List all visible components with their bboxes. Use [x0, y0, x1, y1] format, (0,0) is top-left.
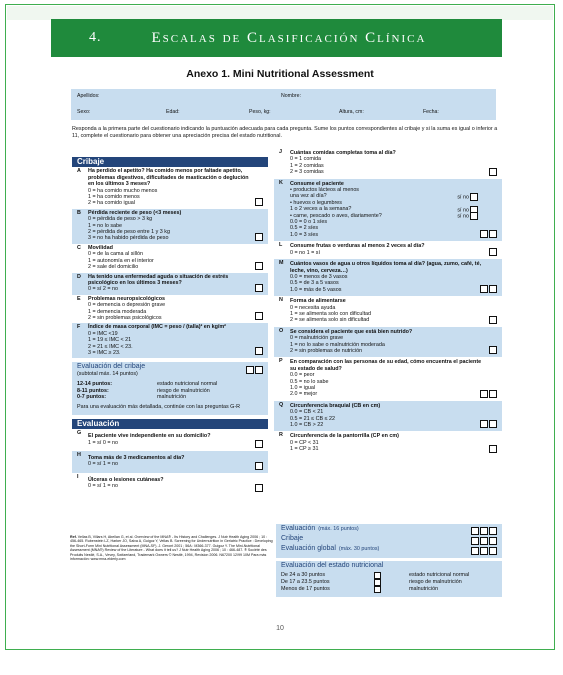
label-altura: Altura, cm: [339, 109, 364, 115]
question-text: Se considera el paciente que está bien nutrido? [290, 328, 413, 335]
question-letter: J [279, 149, 282, 155]
answer-option: 1.0 = igual [290, 385, 316, 391]
references [70, 535, 275, 561]
question-text: Toma más de 3 medicamentos al día? [88, 455, 185, 462]
cribaje-eval-title: Evaluación del cribaje [77, 363, 146, 371]
label-edad: Edad: [166, 109, 180, 115]
question-text: Movilidad [88, 244, 113, 251]
question-item [72, 209, 268, 244]
answer-option: 1 = no lo sabe o malnutrición moderada [290, 341, 385, 348]
answer-option: 1 = 19 ≤ IMC < 21 [88, 337, 132, 344]
answer-box[interactable] [255, 284, 263, 292]
question-item [274, 179, 502, 242]
status-label: riesgo de malnutrición [409, 579, 462, 586]
page-number: 10 [276, 625, 284, 632]
yes-no-label: sí no [457, 207, 469, 214]
answer-box[interactable] [480, 420, 488, 428]
question-item [72, 167, 268, 208]
yes-box[interactable] [470, 212, 478, 220]
top-band [7, 6, 553, 20]
question-item [274, 148, 502, 179]
question-text: El paciente vive independiente en su domicilio? [88, 433, 211, 440]
question-letter: M [279, 260, 284, 267]
answer-option: 2 = sin problemas de nutrición [290, 347, 363, 354]
answer-option: 3 = no ha habido pérdida de peso [88, 235, 169, 242]
answer-option: • productos lácteos al menos [290, 187, 360, 194]
label-apellidos: Apellidos: [77, 93, 100, 99]
answer-box[interactable] [489, 248, 497, 256]
cribaje-score-legend [77, 381, 263, 400]
answer-box[interactable] [489, 316, 497, 324]
answer-option: 1 = CP ≥ 31 [290, 446, 319, 453]
total-sub: (máx. 16 puntos) [318, 526, 359, 532]
answer-boxes [254, 233, 263, 241]
total-boxes [470, 547, 497, 555]
cribaje-eval-subtitle: (subtotal máx. 14 puntos) [77, 370, 138, 377]
answer-option: 1 = 2 comidas [290, 162, 324, 169]
total-row [281, 526, 497, 536]
question-text: Consume frutas o verduras al menos 2 veces al día? [290, 243, 425, 250]
question-letter: N [279, 297, 283, 304]
answer-option: 1.0 = más de 5 vasos [290, 286, 342, 293]
answer-option: 1 = demencia moderada [88, 308, 147, 315]
status-points: Menos de 17 puntos [281, 586, 330, 593]
answer-option: 1 = se alimenta solo con dificultad [290, 310, 372, 317]
label-fecha: Fecha: [423, 109, 439, 115]
answer-option: 0 = malnutrición grave [290, 335, 344, 342]
score-label: riesgo de malnutrición [157, 387, 210, 394]
answer-option: 0 = necesita ayuda [290, 304, 336, 311]
question-item [274, 357, 502, 400]
status-label: malnutrición [409, 586, 439, 593]
totals [276, 524, 502, 558]
answer-boxes [254, 440, 263, 448]
cribaje-questions [72, 167, 268, 358]
total-box[interactable] [489, 537, 497, 545]
right-column [274, 148, 502, 456]
nutritional-status [276, 561, 502, 597]
answer-option: 0 = CP < 31 [290, 439, 319, 446]
answer-box[interactable] [489, 445, 497, 453]
answer-box[interactable] [489, 346, 497, 354]
answer-box[interactable] [255, 233, 263, 241]
answer-option: • carne, pescado o aves, diariamente? [290, 212, 382, 219]
answer-option: 3 = IMC ≥ 23. [88, 349, 121, 356]
question-letter: E [77, 295, 81, 302]
score-box[interactable] [255, 366, 263, 374]
answer-box[interactable] [489, 420, 497, 428]
answer-option: 0 = pérdida de peso > 3 kg [88, 216, 153, 223]
question-letter: L [279, 242, 283, 249]
question-item [274, 259, 502, 296]
answer-box[interactable] [489, 285, 497, 293]
answer-option: 1 = sí 0 = no [88, 439, 118, 446]
score-row [77, 394, 263, 400]
total-box[interactable] [471, 537, 479, 545]
cribaje-note: Para una evaluación más detallada, continúe con las preguntas G-R [77, 404, 241, 411]
label-nombre: Nombre: [281, 93, 301, 99]
total-box[interactable] [489, 527, 497, 535]
answer-option: 1.0 = 3 síes [290, 231, 319, 238]
answer-boxes [254, 198, 263, 206]
answer-option: 0 = 1 comida [290, 156, 322, 163]
answer-box[interactable] [255, 312, 263, 320]
score-label: estado nutricional normal [157, 381, 218, 388]
answer-option: 0 = demencia o depresión grave [88, 302, 166, 309]
status-box[interactable] [374, 586, 381, 593]
answer-option: 0.5 = no lo sabe [290, 378, 329, 385]
answer-option: 0 = IMC <19 [88, 330, 118, 337]
yes-no-label: sí no [457, 213, 469, 220]
total-box[interactable] [489, 547, 497, 555]
question-item [274, 327, 502, 358]
nutritional-status-rows [281, 572, 497, 593]
answer-boxes [488, 316, 497, 324]
question-text: Pérdida reciente de peso (<3 meses) [88, 209, 182, 216]
answer-boxes [488, 346, 497, 354]
status-row [281, 586, 497, 593]
question-item [274, 241, 502, 259]
answer-option: 2 = ha comido igual [88, 200, 135, 207]
total-row [281, 546, 497, 556]
answer-option: 0.5 = de 3 a 5 vasos [290, 280, 339, 287]
answer-box[interactable] [255, 462, 263, 470]
answer-box[interactable] [255, 440, 263, 448]
answer-boxes [254, 312, 263, 320]
total-box[interactable] [471, 547, 479, 555]
answer-option: • huevos o legumbres [290, 199, 342, 206]
answer-boxes [479, 390, 497, 398]
answer-boxes [488, 248, 497, 256]
answer-option: 2 = sale del domicilio [88, 264, 139, 271]
question-text: Ha tenido una enfermedad aguda o situación de estrés psicológico en los últimos 3 meses? [88, 273, 229, 286]
answer-option: 0.5 = 21 ≤ CB ≤ 22 [290, 415, 336, 422]
answer-option: 0.0 = peor [290, 372, 315, 379]
answer-option: 0.5 = 2 síes [290, 225, 319, 232]
answer-boxes [254, 262, 263, 270]
score-points: 0-7 puntos: [77, 394, 107, 400]
question-item [72, 273, 268, 295]
answer-option: 1 = ha comido menos [88, 194, 140, 201]
question-letter: K [279, 179, 283, 186]
answer-option: 2 = sin problemas psicológicos [88, 314, 162, 321]
answer-box[interactable] [489, 168, 497, 176]
answer-option: 2 = se alimenta solo sin dificultad [290, 317, 370, 324]
question-item [72, 451, 268, 473]
evaluacion-questions [72, 429, 268, 494]
left-column [72, 157, 268, 495]
answer-boxes [254, 462, 263, 470]
references-text: Vellas B, Villars H, Abellan G, et al. Overview of the MNA® - Its History and Challenges. J Nutr Health Aging 2006 ; 10 : 456-465. Rubenstein LZ, Harker JO, Salva A, Guigoz Y, Vellas B. Screening for Undernutrition in Geriatric Practice : Developing the Short-Form Mini Nutritional Assessment (MNA-SF). J. Geront 2001 ; 56A : M366-377. Guigoz Y. The Mini-Nutritional Assessment (MNA®) Review of the Literature - What does it tell us? J Nutr Health Aging 2006 ; 10 : 466-487. ® Société des Produits Nestlé, S.A., Vevey, Switzerland, Trademark Owners © Nestlé, 1994, Revision 2006. N67200 12/99 10M Para más información: www.mna-elderly.com [70, 535, 273, 562]
answer-option: 0.0 = 0 o 1 síes [290, 219, 328, 226]
question-item [274, 401, 502, 432]
answer-option: 0 = sí 1 = no [88, 461, 118, 468]
question-letter: D [77, 273, 81, 280]
evaluacion-header: Evaluación [72, 419, 268, 429]
total-box[interactable] [480, 547, 488, 555]
answer-option: 1.0 = CB > 22 [290, 422, 324, 429]
total-boxes [470, 527, 497, 535]
question-text: Circunferencia braquial (CB en cm) [290, 402, 381, 409]
status-box[interactable] [374, 572, 381, 579]
label-sexo: Sexo: [77, 109, 91, 115]
answer-option: 2 = 3 comidas [290, 169, 324, 176]
chapter-banner [51, 19, 502, 57]
score-points: 12-14 puntos: [77, 381, 113, 388]
question-text: Úlceras o lesiones cutáneas? [88, 476, 164, 483]
answer-option: 0 = ha comido mucho menos [88, 187, 158, 194]
question-letter: G [77, 430, 82, 437]
question-text: Problemas neuropsicológicos [88, 295, 165, 302]
total-box[interactable] [480, 527, 488, 535]
answer-option: 2.0 = mejor [290, 391, 318, 398]
status-points: De 24 a 30 puntos [281, 572, 326, 579]
cribaje-evaluation [72, 362, 268, 414]
answer-option: 1 = no lo sabe [88, 222, 123, 229]
question-item [72, 473, 268, 495]
total-label: Evaluación [281, 525, 316, 532]
answer-box[interactable] [255, 262, 263, 270]
status-points: De 17 a 23.5 puntos [281, 579, 330, 586]
answer-box[interactable] [255, 347, 263, 355]
answer-option: 0 = de la cama al sillón [88, 251, 143, 258]
cribaje-score-boxes [245, 366, 263, 374]
question-letter: O [279, 327, 284, 334]
answer-box[interactable] [255, 198, 263, 206]
cribaje-header: Cribaje [72, 157, 268, 167]
total-boxes [470, 537, 497, 545]
question-letter: Q [279, 401, 284, 408]
answer-boxes [488, 445, 497, 453]
answer-boxes [254, 284, 263, 292]
answer-box[interactable] [489, 230, 497, 238]
yes-box[interactable] [470, 193, 478, 201]
answer-box[interactable] [480, 230, 488, 238]
question-text: Ha perdido el apetito? Ha comido menos por faltade apetito, problemas digestivos, dificultades de masticación o deglución en los últimos 3 meses? [88, 168, 249, 188]
status-row [281, 579, 497, 586]
question-text: Consume el paciente [290, 180, 344, 187]
question-letter: A [77, 168, 81, 175]
total-sub: (máx. 30 puntos) [338, 546, 380, 552]
question-letter: P [279, 358, 283, 365]
question-text: Forma de alimentarse [290, 298, 346, 305]
yes-no-label: sí no [457, 194, 469, 201]
question-item [274, 431, 502, 455]
question-letter: B [77, 209, 81, 216]
answer-boxes [479, 285, 497, 293]
question-letter: I [77, 473, 79, 480]
answer-box[interactable] [255, 484, 263, 492]
status-label: estado nutricional normal [409, 572, 470, 579]
answer-boxes [254, 484, 263, 492]
yes-no-boxes [457, 212, 478, 220]
instructions: Responda a la primera parte del cuestionario indicando la puntuación adecuada para cada pregunta. Sume los puntos correspondientes al cribaje y si la suma es igual o inferior a 11, complete el cuestionario para obtener una apreciación precisa del estado nutritional. [72, 126, 498, 140]
answer-option: una vez al día? [290, 193, 327, 200]
answer-boxes [254, 347, 263, 355]
question-text: Circunferencia de la pantorrilla (CP en cm) [290, 433, 399, 440]
question-text: En comparación con las personas de su edad, cómo encuentra el paciente su estado de salud? [290, 359, 482, 372]
question-text: Cuántas comidas completas toma al día? [290, 150, 396, 156]
patient-header [71, 89, 496, 120]
yes-no-boxes [457, 193, 478, 201]
answer-option: 2 = 21 ≤ IMC < 23. [88, 343, 133, 350]
question-item [72, 429, 268, 451]
answer-box[interactable] [480, 390, 488, 398]
answer-box[interactable] [480, 285, 488, 293]
question-text: Índice de masa corporal (IMC = peso / (talla)² en kg/m² [88, 324, 226, 331]
answer-option: 0 = no 1 = sí [290, 249, 320, 256]
question-item [72, 244, 268, 273]
question-text: Cuántos vasos de agua u otros líquidos toma al día? (agua, zumo, café, té, leche, vino, cerveza…) [290, 261, 482, 274]
annex-title: Anexo 1. Mini Nutritional Assessment [186, 68, 374, 80]
references-lead: Ref. [70, 535, 77, 539]
status-box[interactable] [374, 579, 381, 586]
answer-box[interactable] [489, 390, 497, 398]
answer-option: 2 = pérdida de peso entre 1 y 3 kg [88, 229, 170, 236]
total-box[interactable] [471, 527, 479, 535]
question-item [274, 296, 502, 327]
status-row [281, 572, 497, 579]
total-label: Evaluación global [281, 545, 336, 552]
question-item [72, 295, 268, 324]
total-box[interactable] [480, 537, 488, 545]
answer-option: 0.0 = CB < 21 [290, 409, 324, 416]
question-letter: R [279, 432, 283, 439]
chapter-title: Escalas de Clasificación Clínica [151, 29, 427, 46]
score-box[interactable] [246, 366, 254, 374]
chapter-number: 4. [89, 30, 102, 45]
answer-option: 0 = sí 1 = no [88, 483, 118, 490]
totals-block [276, 524, 502, 597]
answer-boxes [479, 230, 497, 238]
question-letter: H [77, 452, 81, 459]
total-label: Cribaje [281, 535, 304, 542]
answer-option: 1 o 2 veces a la semana? [290, 206, 352, 213]
answer-boxes [479, 420, 497, 428]
score-label: malnutrición [157, 394, 187, 400]
nutritional-status-title: Evaluación del estado nutricional [281, 562, 384, 569]
document-page [5, 4, 555, 650]
question-letter: C [77, 244, 81, 251]
question-item [72, 323, 268, 358]
score-points: 8-11 puntos: [77, 387, 109, 394]
answer-option: 0.0 = menos de 3 vasos [290, 273, 348, 280]
label-peso: Peso, kg: [249, 109, 271, 115]
answer-option: 0 = sí 2 = no [88, 286, 118, 293]
question-letter: F [77, 324, 81, 331]
answer-boxes [488, 168, 497, 176]
answer-option: 1 = autonomía en el interior [88, 257, 154, 264]
